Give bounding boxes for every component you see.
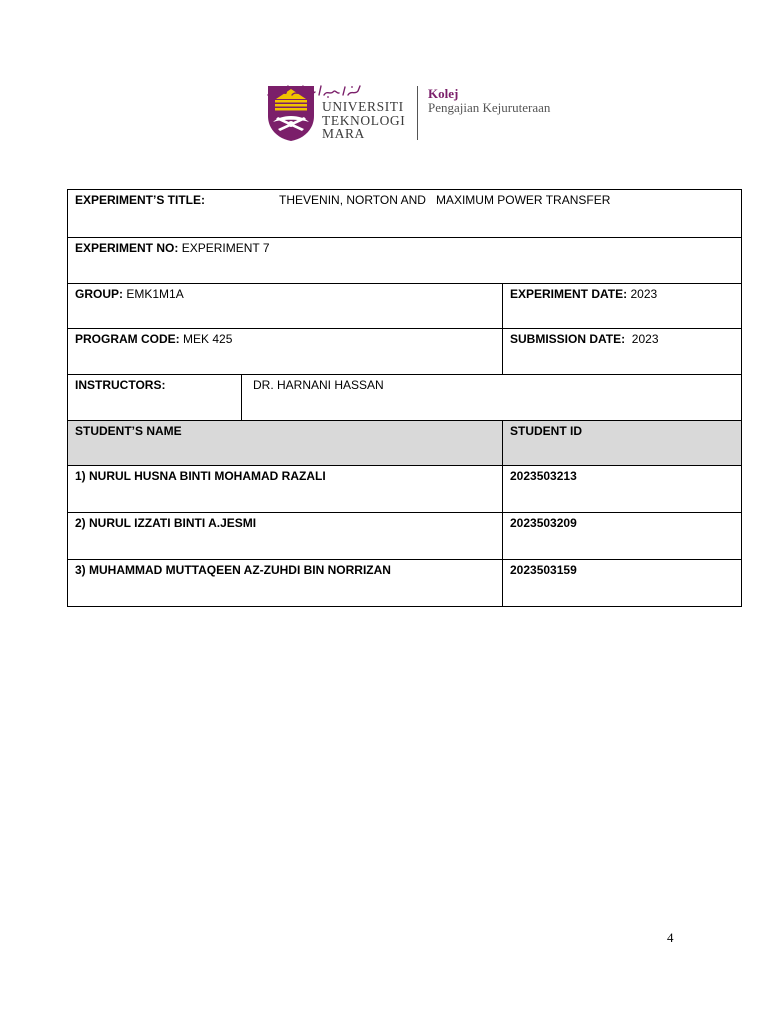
- experiment-title-part-2: MAXIMUM POWER TRANSFER: [435, 193, 611, 207]
- university-name: [322, 100, 405, 141]
- instructors-label-cell: [68, 375, 242, 421]
- program-code-cell: [68, 329, 503, 375]
- submission-date-value: 2023: [631, 332, 659, 346]
- student-name-header: STUDENT’S NAME: [68, 421, 503, 466]
- student-id-cell: 2023503213: [503, 466, 742, 513]
- experiment-date-cell: [503, 284, 742, 329]
- experiment-no-label: EXPERIMENT NO:: [75, 241, 179, 255]
- instructors-label: INSTRUCTORS:: [75, 378, 166, 392]
- table-row: [68, 284, 742, 329]
- table-row: [68, 329, 742, 375]
- kolej-subtitle: Pengajian Kejuruteraan: [428, 100, 551, 115]
- student-name-cell: 1) NURUL HUSNA BINTI MOHAMAD RAZALI: [68, 466, 503, 513]
- table-row: [68, 238, 742, 284]
- table-row: [68, 560, 742, 607]
- instructors-value-cell: [242, 375, 742, 421]
- student-name-cell: 2) NURUL IZZATI BINTI A.JESMI: [68, 513, 503, 560]
- student-id-cell: 2023503209: [503, 513, 742, 560]
- page-number: 4: [667, 930, 674, 945]
- jawi-script-logotype: [266, 84, 362, 98]
- experiment-title-label: EXPERIMENT’S TITLE:: [75, 193, 206, 207]
- student-name-cell: 3) MUHAMMAD MUTTAQEEN AZ-ZUHDI BIN NORRIZAN: [68, 560, 503, 607]
- submission-date-cell: [503, 329, 742, 375]
- experiment-date-label: EXPERIMENT DATE:: [510, 287, 628, 301]
- table-row: [68, 375, 742, 421]
- group-value: EMK1M1A: [126, 287, 184, 301]
- experiment-cover-table: [67, 189, 742, 607]
- experiment-title-part-1: THEVENIN, NORTON AND: [279, 193, 426, 207]
- student-id-cell: 2023503159: [503, 560, 742, 607]
- table-header-row: [68, 421, 742, 466]
- table-row: [68, 466, 742, 513]
- student-id-header: STUDENT ID: [503, 421, 742, 466]
- program-code-value: MEK 425: [183, 332, 233, 346]
- university-line-3: MARA: [322, 126, 365, 141]
- logo-divider: [417, 86, 418, 140]
- university-line-1: UNIVERSITI: [322, 99, 404, 114]
- table-row: [68, 513, 742, 560]
- group-label: GROUP:: [75, 287, 123, 301]
- submission-date-label: SUBMISSION DATE:: [510, 332, 626, 346]
- program-code-label: PROGRAM CODE:: [75, 332, 180, 346]
- experiment-title-cell: [68, 190, 742, 238]
- uitm-logo: [266, 84, 586, 144]
- university-line-2: TEKNOLOGI: [322, 112, 406, 128]
- table-row: [68, 190, 742, 238]
- instructors-value: DR. HARNANI HASSAN: [253, 378, 384, 392]
- kolej-label: Kolej: [428, 86, 459, 101]
- experiment-date-value: 2023: [630, 287, 658, 301]
- experiment-no-value: EXPERIMENT 7: [181, 241, 270, 255]
- group-cell: [68, 284, 503, 329]
- experiment-no-cell: [68, 238, 742, 284]
